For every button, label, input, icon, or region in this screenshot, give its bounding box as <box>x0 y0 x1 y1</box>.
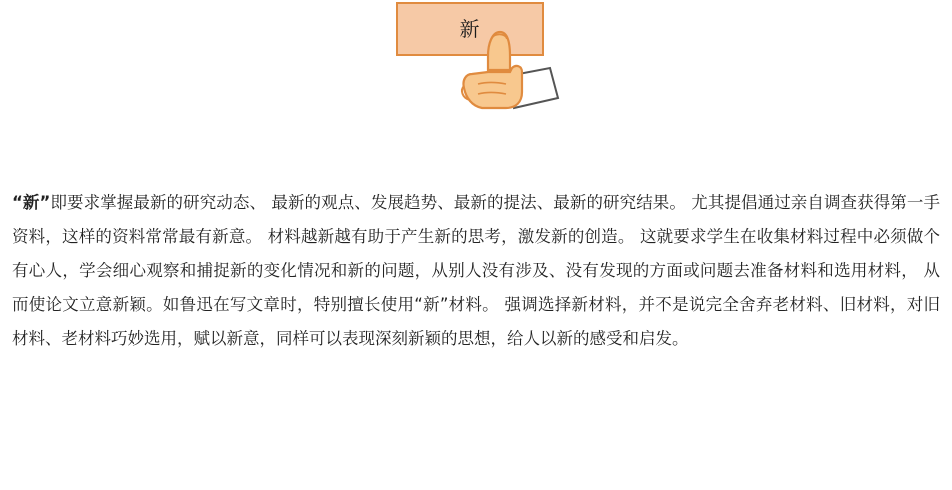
pointing-hand-icon <box>456 22 566 118</box>
lead-keyword: “新” <box>12 193 51 212</box>
new-keyword-card-label: 新 <box>459 17 481 41</box>
paragraph-text: 即要求掌握最新的研究动态、 最新的观点、发展趋势、最新的提法、最新的研究结果。 尤其提倡通过亲自调查获得第一手资料，这样的资料常常最有新意。 材料越新越有助于产生新的思考，激发新的创造。 这就要求学生在收集材料过程中必须做个有心人，学会细心观察和捕捉新的变化情况和新的问题，从别人没有涉及、没有发现的方面或问题去准备材料和选用材料， 从而使论文立意新颖。如鲁迅在写文章时，特别擅长使用“新”材料。 强调选择新材料，并不是说完全舍弃老材料、旧材料，对旧材料、老材料巧妙选用，赋以新意，同样可以表现深刻新颖的思想，给人以新的感受和启发。 <box>12 193 940 348</box>
article-paragraph <box>12 186 940 356</box>
illustration-area <box>0 0 952 140</box>
